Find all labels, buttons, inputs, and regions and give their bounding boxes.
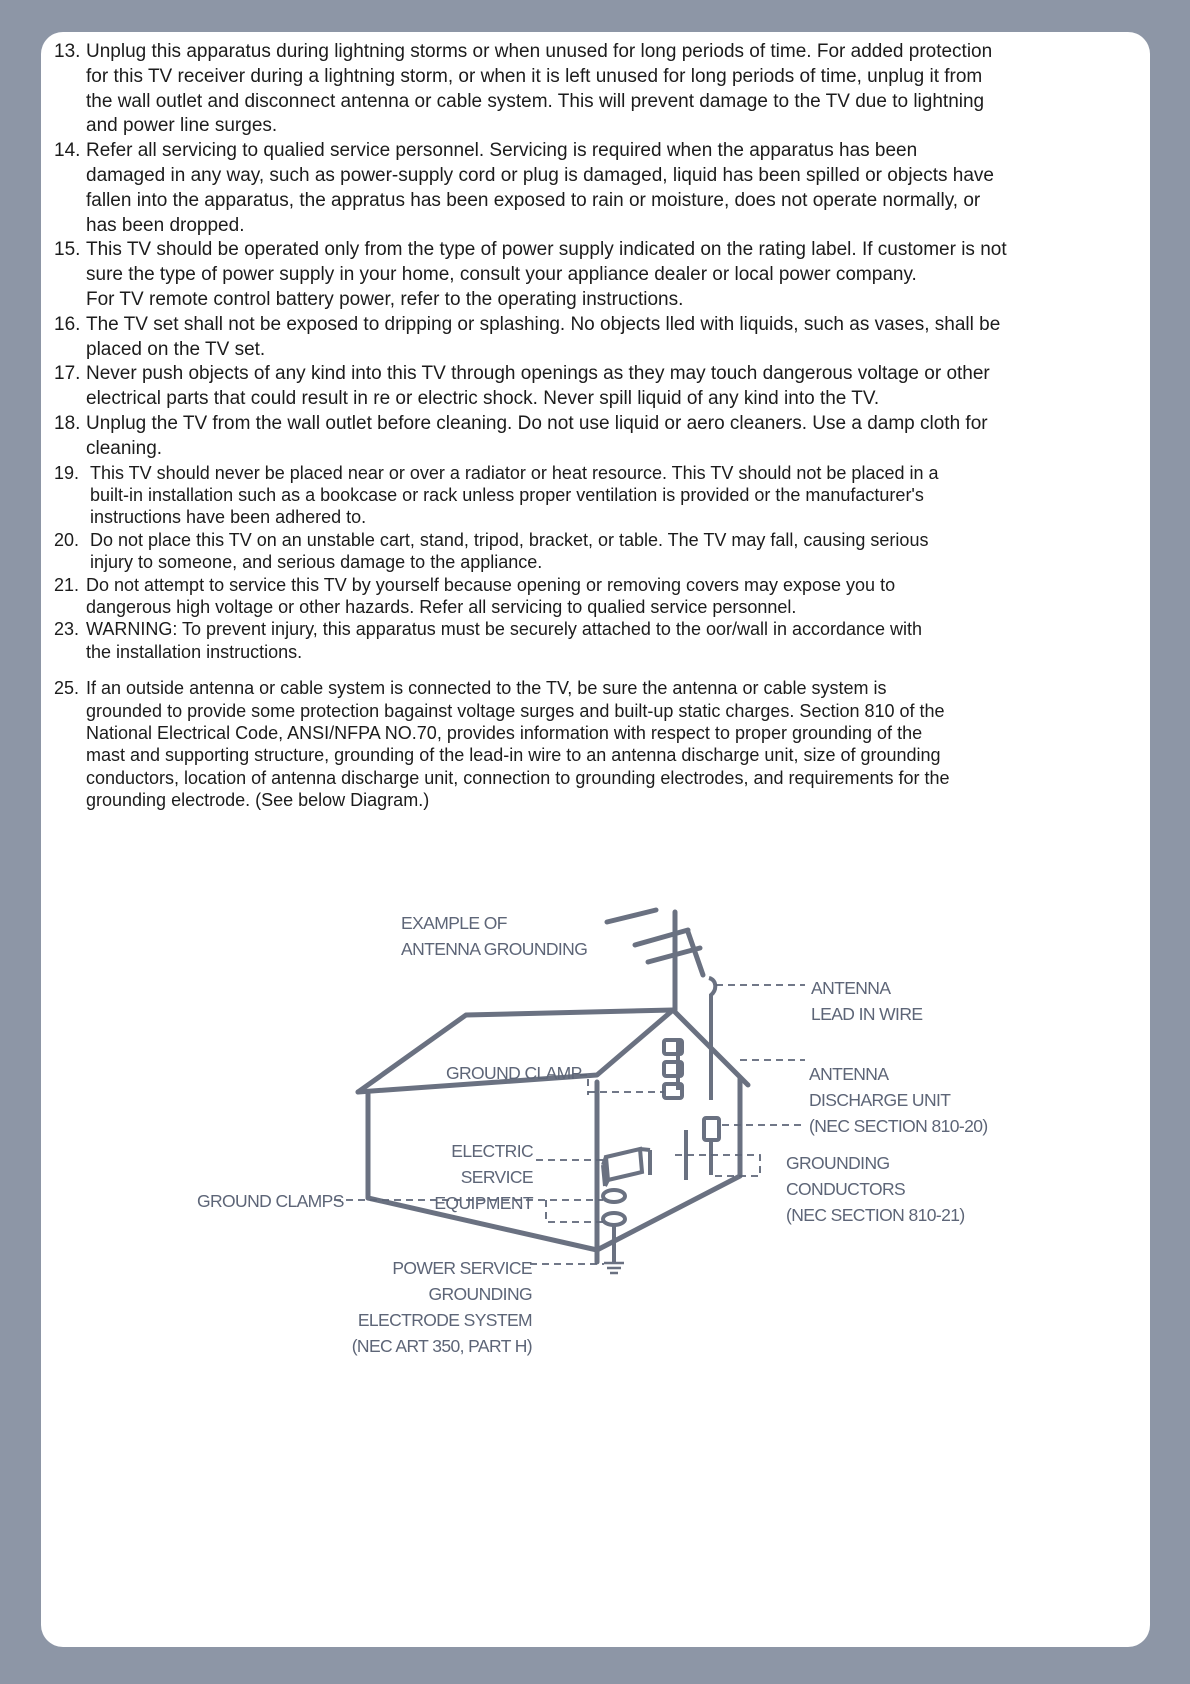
antenna-discharge-unit <box>704 1118 719 1140</box>
ground-clamp-label: GROUND CLAMP <box>446 1063 582 1083</box>
item-text: Never push objects of any kind into this TV through openings as they may touch dangerous voltage or other electrical parts that could result in re or electric shock. Never spill liquid of any kind into the TV. <box>86 363 990 410</box>
electric-service-label: ELECTRIC SERVICE EQUIPMENT <box>434 1141 533 1213</box>
item-text: This TV should be operated only from the type of power supply indicated on the rating label. If customer is not sure the type of power supply in your home, consult your appliance dealer or local power company. For TV remote control battery power, refer to the operating instructions. <box>86 239 1007 310</box>
diagram-title: EXAMPLE OF ANTENNA GROUNDING <box>401 913 588 959</box>
item-number: 20. <box>54 529 80 550</box>
item-text: If an outside antenna or cable system is connected to the TV, be sure the antenna or cable system is grounded to provide some protection bagainst voltage surges and built-up static charges. Section 810 of the National Electrical Code, ANSI/NFPA NO.70, provides information with respect to proper grounding of the mast and supporting structure, grounding of the lead-in wire to an antenna discharge unit, size of grounding conductors, location of antenna discharge unit, connection to grounding electrodes, and requirements for the grounding electrode. (See below Diagram.) <box>86 678 950 811</box>
item-number: 13. <box>54 41 81 62</box>
grounding-conductors-label: GROUNDING CONDUCTORS (NEC SECTION 810-21) <box>786 1153 965 1225</box>
house-outline <box>358 1010 748 1262</box>
item-text: Refer all servicing to qualied service personnel. Servicing is required when the apparatus has been damaged in any way, such as power-supply cord or plug is damaged, liquid has been spilled or objects have fallen into the apparatus, the appratus has been exposed to rain or moisture, does not operate normally, or has been dropped. <box>86 140 994 236</box>
item-number: 16. <box>54 313 81 335</box>
discharge-unit-label: ANTENNA DISCHARGE UNIT (NEC SECTION 810-20) <box>809 1064 988 1136</box>
item-text: This TV should never be placed near or over a radiator or heat resource. This TV should not be placed in a built-in installation such as a bookcase or rack unless proper ventilation is provided or the manufacturer's instructions have been adhered to. <box>90 462 939 528</box>
antenna-mast <box>607 910 703 1010</box>
ground-clamp-ovals <box>603 1190 625 1262</box>
item-number: 15. <box>54 239 81 261</box>
item-text: Do not place this TV on an unstable cart, stand, tripod, bracket, or table. The TV may fall, causing serious injury to someone, and serious damage to the appliance. <box>90 529 929 573</box>
electric-service-box <box>603 1149 650 1186</box>
lead-in-wire <box>678 978 715 1180</box>
item-number: 21. <box>54 574 80 595</box>
item-number: 19. <box>54 462 80 483</box>
item-number: 18. <box>54 412 81 434</box>
ground-clamps-label: GROUND CLAMPS <box>197 1191 344 1211</box>
item-number: 17. <box>54 363 81 385</box>
item-text: The TV set shall not be exposed to dripping or splashing. No objects lled with liquids, such as vases, shall be placed on the TV set. <box>86 313 1001 360</box>
item-number: 23. <box>54 619 80 640</box>
item-text: Unplug the TV from the wall outlet before cleaning. Do not use liquid or aero cleaners. Use a damp cloth for cleaning. <box>86 412 988 459</box>
item-text: WARNING: To prevent injury, this apparatus must be securely attached to the oor/wall in accordance with the installation instructions. <box>86 619 923 662</box>
item-number: 14. <box>54 140 81 162</box>
antenna-lead-label: ANTENNA LEAD IN WIRE <box>811 978 923 1024</box>
leader-lines <box>334 985 805 1264</box>
item-text: Unplug this apparatus during lightning storms or when unused for long periods of time. For added protection for this TV receiver during a lightning storm, or when it is left unused for long periods of time, unplug it from the wall outlet and disconnect antenna or cable system. This will prevent damage to the TV due to lightning and power line surges. <box>86 41 993 137</box>
power-service-label: POWER SERVICE GROUNDING ELECTRODE SYSTEM (NEC ART 350, PART H) <box>351 1258 532 1356</box>
ground-symbol <box>604 1263 624 1273</box>
item-text: Do not attempt to service this TV by yourself because opening or removing covers may expose you to dangerous high voltage or other hazards. Refer all servicing to qualied service personnel. <box>86 574 896 617</box>
item-number: 25. <box>54 678 80 699</box>
